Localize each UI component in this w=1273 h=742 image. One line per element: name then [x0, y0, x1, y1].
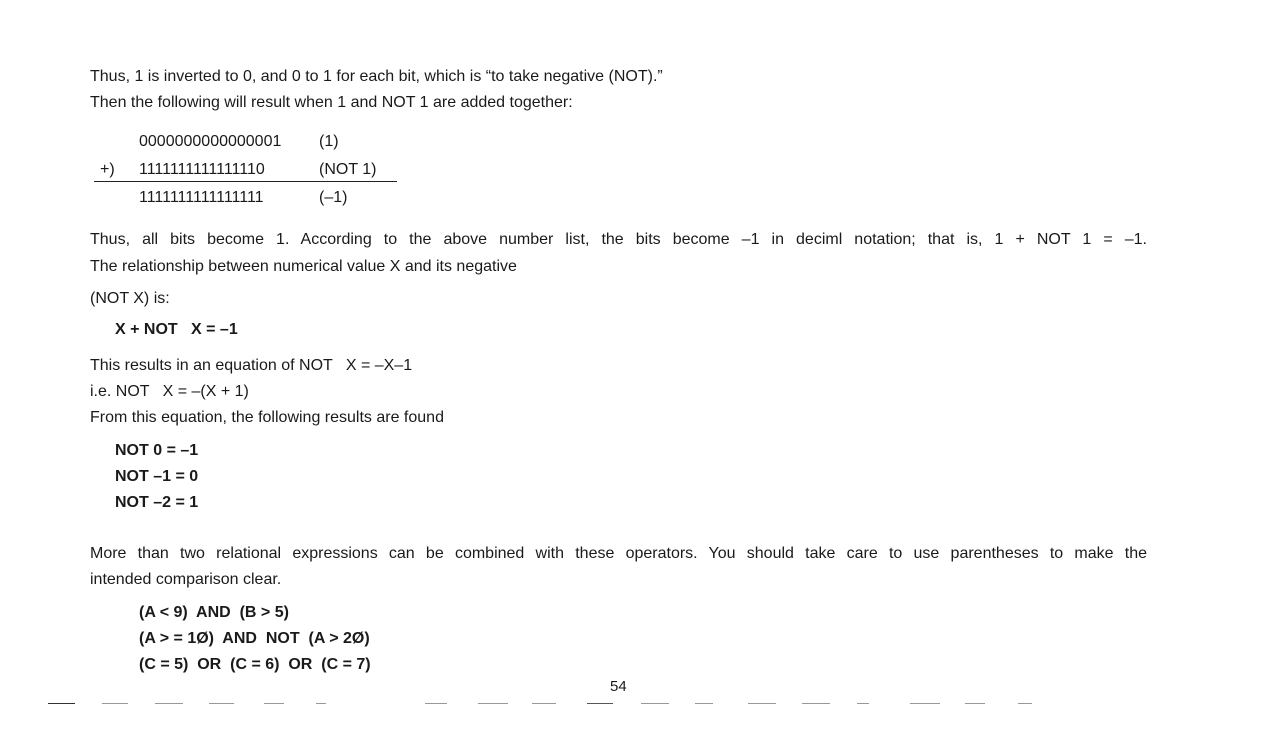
addition-operand-2-label: (NOT 1): [319, 161, 377, 178]
paragraph-relationship: The relationship between numerical value X and its negative: [90, 258, 517, 275]
example-expression-2: (A > = 1Ø) AND NOT (A > 2Ø): [139, 630, 370, 647]
footer-scan-line: [532, 703, 556, 704]
footer-scan-line: [965, 703, 985, 704]
footer-scan-line: [48, 703, 75, 704]
paragraph-ie: i.e. NOT X = –(X + 1): [90, 383, 249, 400]
footer-scan-line: [1018, 703, 1032, 704]
page-number: 54: [610, 678, 627, 695]
equation-x-plus-not-x: X + NOT X = –1: [115, 321, 238, 338]
addition-operand-2-bits: 1111111111111110: [139, 161, 265, 178]
paragraph-relational-1: More than two relational expressions can be combined with these operators. You should take care to use parentheses to make the: [90, 545, 1147, 562]
footer-scan-line: [155, 703, 183, 704]
paragraph-relational-2: intended comparison clear.: [90, 571, 282, 588]
footer-scan-line: [209, 703, 234, 704]
footer-scan-line: [641, 703, 669, 704]
addition-operand-1-bits: 0000000000000001: [139, 133, 282, 150]
addition-operand-1-label: (1): [319, 133, 339, 150]
footer-scan-line: [102, 703, 128, 704]
footer-scan-line: [425, 703, 447, 704]
paragraph-intro-2: Then the following will result when 1 and NOT 1 are added together:: [90, 94, 573, 111]
result-not-minus-1: NOT –1 = 0: [115, 468, 199, 485]
addition-result-label: (–1): [319, 189, 348, 206]
example-expression-1: (A < 9) AND (B > 5): [139, 604, 289, 621]
paragraph-intro-1: Thus, 1 is inverted to 0, and 0 to 1 for each bit, which is “to take negative (NOT).”: [90, 68, 663, 85]
footer-scan-line: [910, 703, 940, 704]
footer-scan-line: [802, 703, 830, 704]
paragraph-all-bits: Thus, all bits become 1. According to the above number list, the bits become –1 in deciml notation; that is, 1 + NOT 1 = –1.: [90, 231, 1147, 248]
footer-scan-line: [857, 703, 869, 704]
addition-result-bits: 1111111111111111: [139, 189, 264, 206]
footer-scan-line: [695, 703, 713, 704]
result-not-0: NOT 0 = –1: [115, 442, 199, 459]
paragraph-not-x-is: (NOT X) is:: [90, 290, 170, 307]
addition-sum-rule: [94, 181, 397, 182]
footer-scan-line: [264, 703, 284, 704]
addition-operator: +): [100, 161, 115, 178]
footer-scan-line: [587, 703, 613, 704]
result-not-minus-2: NOT –2 = 1: [115, 494, 199, 511]
footer-scan-line: [478, 703, 508, 704]
paragraph-following-results: From this equation, the following results are found: [90, 409, 444, 426]
footer-scan-line: [316, 703, 326, 704]
footer-scan-line: [748, 703, 776, 704]
example-expression-3: (C = 5) OR (C = 6) OR (C = 7): [139, 656, 371, 673]
paragraph-equation-result: This results in an equation of NOT X = –X–1: [90, 357, 413, 374]
